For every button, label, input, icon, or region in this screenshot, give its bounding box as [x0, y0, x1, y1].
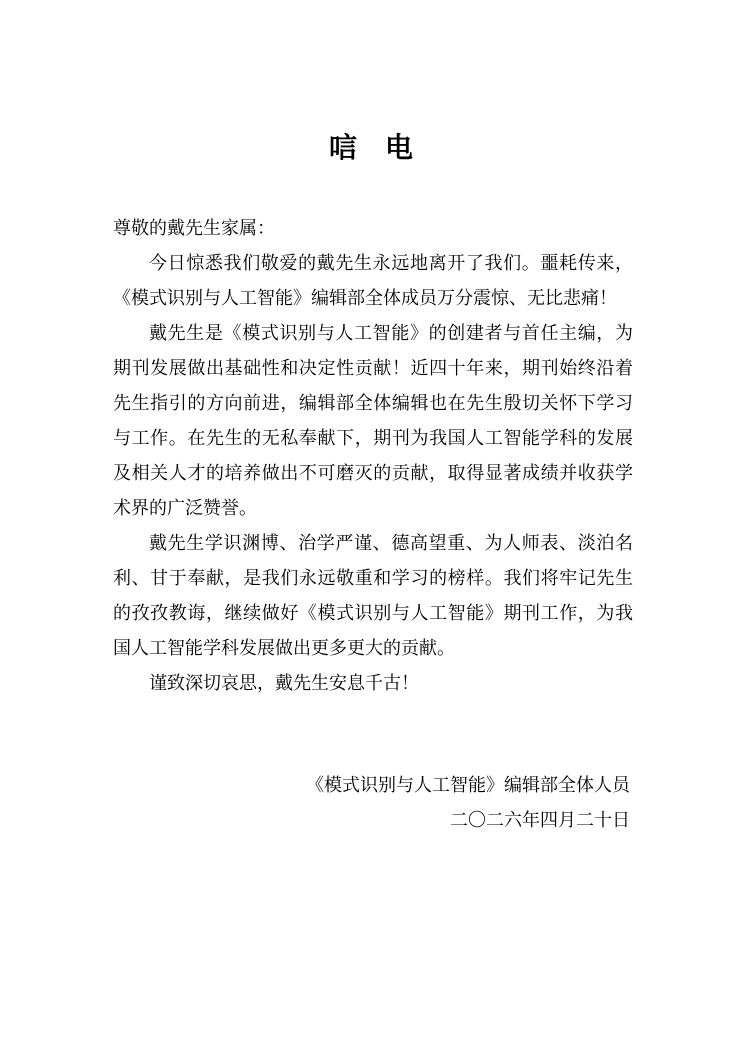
paragraph-4: 谨致深切哀思，戴先生安息千古！: [149, 673, 419, 694]
signature-block: [306, 768, 630, 838]
title-char-1: 唁: [328, 131, 357, 164]
signature-date: 二〇二六年四月二十日: [450, 810, 630, 831]
signature-organization: 《模式识别与人工智能》编辑部全体人员: [306, 775, 630, 796]
paragraph-2: 戴先生是《模式识别与人工智能》的创建者与首任主编，为期刊发展做出基础性和决定性贡献！近四十年来，期刊始终沿着先生指引的方向前进，编辑部全体编辑也在先生殷切关怀下学习与工作。在先生的无私奉献下，期刊为我国人工智能学科的发展及相关人才的培养做出不可磨灭的贡献，取得显著成绩并收获学术界的广泛赞誉。: [113, 323, 633, 519]
salutation: 尊敬的戴先生家属：: [113, 218, 275, 239]
paragraph-3: 戴先生学识渊博、治学严谨、德高望重、为人师表、淡泊名利、甘于奉献，是我们永远敬重和学习的榜样。我们将牢记先生的孜孜教诲，继续做好《模式识别与人工智能》期刊工作，为我国人工智能学科发展做出更多更大的贡献。: [113, 533, 633, 659]
paragraph-1: 今日惊悉我们敬爱的戴先生永远地离开了我们。噩耗传来，《模式识别与人工智能》编辑部全体成员万分震惊、无比悲痛！: [113, 253, 633, 309]
title-char-2: 电: [385, 131, 414, 164]
letter-title: [0, 128, 742, 168]
letter-body: [113, 211, 633, 701]
